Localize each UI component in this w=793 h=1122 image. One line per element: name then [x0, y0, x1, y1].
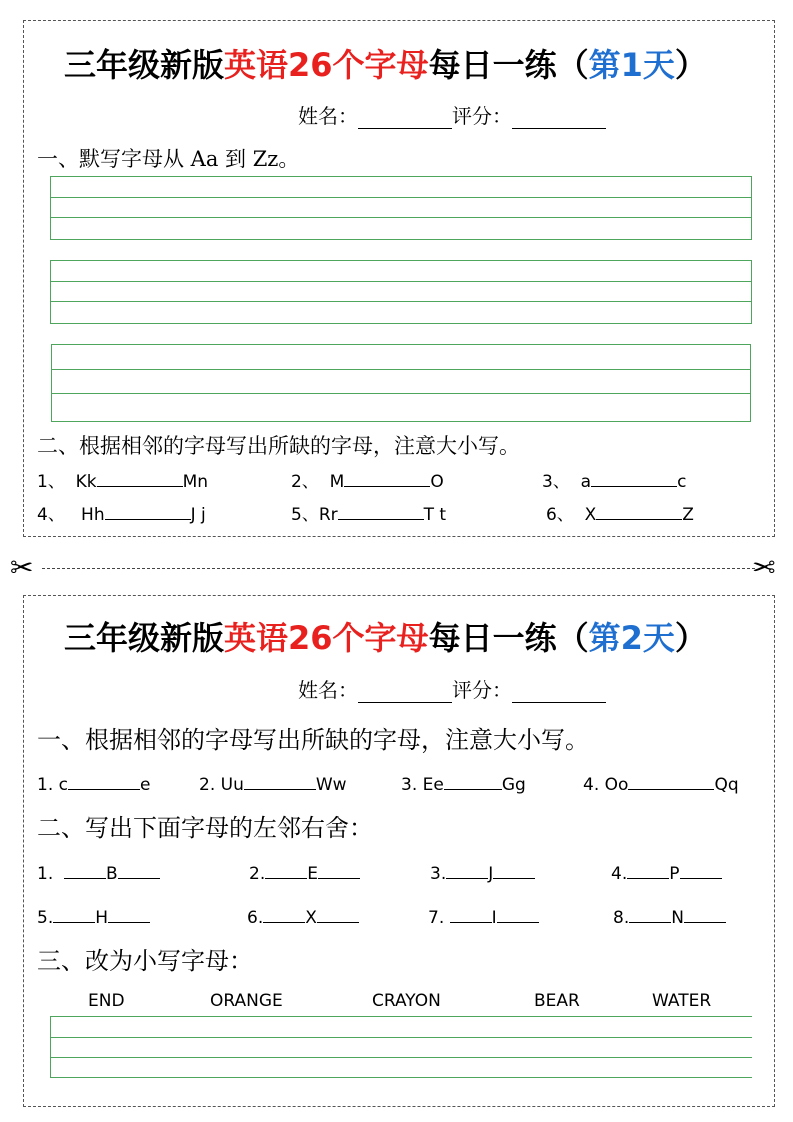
item-letter: J	[488, 864, 494, 884]
item-number: 1.	[37, 864, 54, 884]
item-number: 2.	[199, 775, 216, 795]
item-text: Rr	[318, 505, 338, 525]
answer-blank[interactable]	[684, 904, 726, 923]
item-text: X	[584, 505, 597, 525]
section-heading: 一、默写字母从 Aa 到 Zz。	[37, 147, 300, 171]
item-letter: E	[307, 864, 318, 884]
word: CRAYON	[372, 991, 441, 1011]
answer-blank[interactable]	[318, 860, 360, 879]
answer-blank[interactable]	[596, 501, 682, 520]
item-letter: H	[95, 908, 109, 928]
item-number: 3、	[542, 472, 570, 492]
item-letter: I	[491, 908, 497, 928]
writing-lines[interactable]	[50, 260, 752, 324]
item-letter: X	[305, 908, 317, 928]
score-label: 评分：	[452, 678, 512, 702]
neighbor-item	[611, 860, 722, 884]
item-text: Oo	[604, 775, 629, 795]
item-text: Kk	[75, 472, 97, 492]
answer-blank[interactable]	[265, 860, 307, 879]
item-number: 2、	[291, 472, 319, 492]
fill-item	[546, 500, 694, 525]
answer-blank[interactable]	[628, 771, 714, 790]
fill-item	[401, 771, 526, 795]
name-label: 姓名：	[298, 104, 358, 128]
fill-item	[199, 771, 347, 795]
cut-line	[42, 568, 755, 569]
answer-blank[interactable]	[108, 904, 150, 923]
word: WATER	[652, 991, 712, 1011]
answer-blank[interactable]	[338, 501, 424, 520]
item-number: 1、	[37, 472, 65, 492]
writing-lines[interactable]	[51, 344, 751, 422]
item-letter: N	[671, 908, 684, 928]
answer-blank[interactable]	[118, 860, 160, 879]
answer-blank[interactable]	[444, 771, 502, 790]
answer-blank[interactable]	[591, 468, 677, 487]
section-heading: 二、根据相邻的字母写出所缺的字母，注意大小写。	[37, 434, 520, 458]
item-text: Mn	[182, 472, 209, 492]
answer-blank[interactable]	[263, 904, 305, 923]
title-highlight: 英语26个字母	[224, 46, 429, 84]
fill-item	[542, 467, 686, 492]
item-number: 2.	[249, 864, 266, 884]
day-label: 第1天	[588, 46, 675, 84]
neighbor-item	[249, 860, 360, 884]
item-number: 4.	[583, 775, 600, 795]
item-number: 6.	[247, 908, 264, 928]
item-letter: P	[669, 864, 680, 884]
fill-item	[37, 771, 150, 795]
item-letter: B	[106, 864, 118, 884]
item-text: Uu	[220, 775, 244, 795]
title-part: 三年级新版	[64, 46, 225, 84]
answer-blank[interactable]	[446, 860, 488, 879]
title-highlight: 英语26个字母	[224, 619, 429, 657]
neighbor-item	[37, 904, 150, 928]
item-text: e	[140, 775, 151, 795]
answer-blank[interactable]	[105, 501, 191, 520]
item-number: 7.	[428, 908, 445, 928]
name-label: 姓名：	[298, 678, 358, 702]
item-text: Ww	[315, 775, 347, 795]
item-text: T t	[423, 505, 447, 525]
page-title-day2	[64, 613, 707, 659]
item-number: 6、	[546, 505, 574, 525]
item-text: a	[580, 472, 592, 492]
section-heading: 三、改为小写字母：	[37, 947, 253, 975]
score-field[interactable]	[512, 106, 606, 129]
name-score-row	[298, 100, 606, 129]
answer-blank[interactable]	[629, 904, 671, 923]
writing-lines[interactable]	[50, 176, 752, 240]
answer-blank[interactable]	[244, 771, 316, 790]
section-heading: 一、根据相邻的字母写出所缺的字母，注意大小写。	[37, 726, 589, 754]
item-text: Ee	[422, 775, 444, 795]
item-text: M	[329, 472, 345, 492]
score-field[interactable]	[512, 680, 606, 703]
title-part: 每日一练（	[428, 619, 589, 657]
title-part: ）	[674, 46, 707, 84]
item-number: 4.	[611, 864, 628, 884]
section-heading: 二、写出下面字母的左邻右舍：	[37, 814, 373, 842]
fill-item	[583, 771, 739, 795]
answer-blank[interactable]	[64, 860, 106, 879]
name-field[interactable]	[358, 680, 452, 703]
item-text: Qq	[714, 775, 739, 795]
answer-blank[interactable]	[497, 904, 539, 923]
day-label: 第2天	[588, 619, 675, 657]
answer-blank[interactable]	[344, 468, 430, 487]
item-text: Hh	[81, 505, 105, 525]
item-number: 8.	[613, 908, 630, 928]
neighbor-item	[247, 904, 359, 928]
fill-item	[291, 500, 446, 525]
page-title-day1	[64, 40, 707, 86]
word: ORANGE	[210, 991, 283, 1011]
answer-blank[interactable]	[68, 771, 140, 790]
item-number: 5.	[37, 908, 54, 928]
title-part: 三年级新版	[64, 619, 225, 657]
neighbor-item	[613, 904, 726, 928]
item-number: 5、	[291, 505, 319, 525]
title-part: ）	[674, 619, 707, 657]
item-text: Gg	[501, 775, 526, 795]
item-number: 4、	[37, 505, 65, 525]
scissors-icon: ✂	[752, 551, 776, 584]
fill-item	[37, 467, 208, 492]
answer-blank[interactable]	[97, 468, 183, 487]
neighbor-item	[428, 904, 539, 928]
fill-item	[291, 467, 444, 492]
title-part: 每日一练（	[428, 46, 589, 84]
answer-blank[interactable]	[493, 860, 535, 879]
answer-blank[interactable]	[317, 904, 359, 923]
item-text: J j	[190, 505, 206, 525]
scissors-icon: ✂	[10, 551, 34, 584]
item-number: 3.	[430, 864, 447, 884]
answer-blank[interactable]	[53, 904, 95, 923]
item-text: Z	[682, 505, 694, 525]
item-text: c	[58, 775, 68, 795]
neighbor-item	[430, 860, 535, 884]
name-score-row	[298, 674, 606, 703]
answer-blank[interactable]	[627, 860, 669, 879]
word: BEAR	[534, 991, 580, 1011]
word: END	[88, 991, 125, 1011]
writing-lines[interactable]	[50, 1016, 752, 1078]
neighbor-item	[37, 860, 160, 884]
answer-blank[interactable]	[680, 860, 722, 879]
score-label: 评分：	[452, 104, 512, 128]
item-text: O	[430, 472, 444, 492]
item-text: c	[677, 472, 687, 492]
answer-blank[interactable]	[450, 904, 492, 923]
item-number: 3.	[401, 775, 418, 795]
fill-item	[37, 500, 206, 525]
name-field[interactable]	[358, 106, 452, 129]
item-number: 1.	[37, 775, 54, 795]
